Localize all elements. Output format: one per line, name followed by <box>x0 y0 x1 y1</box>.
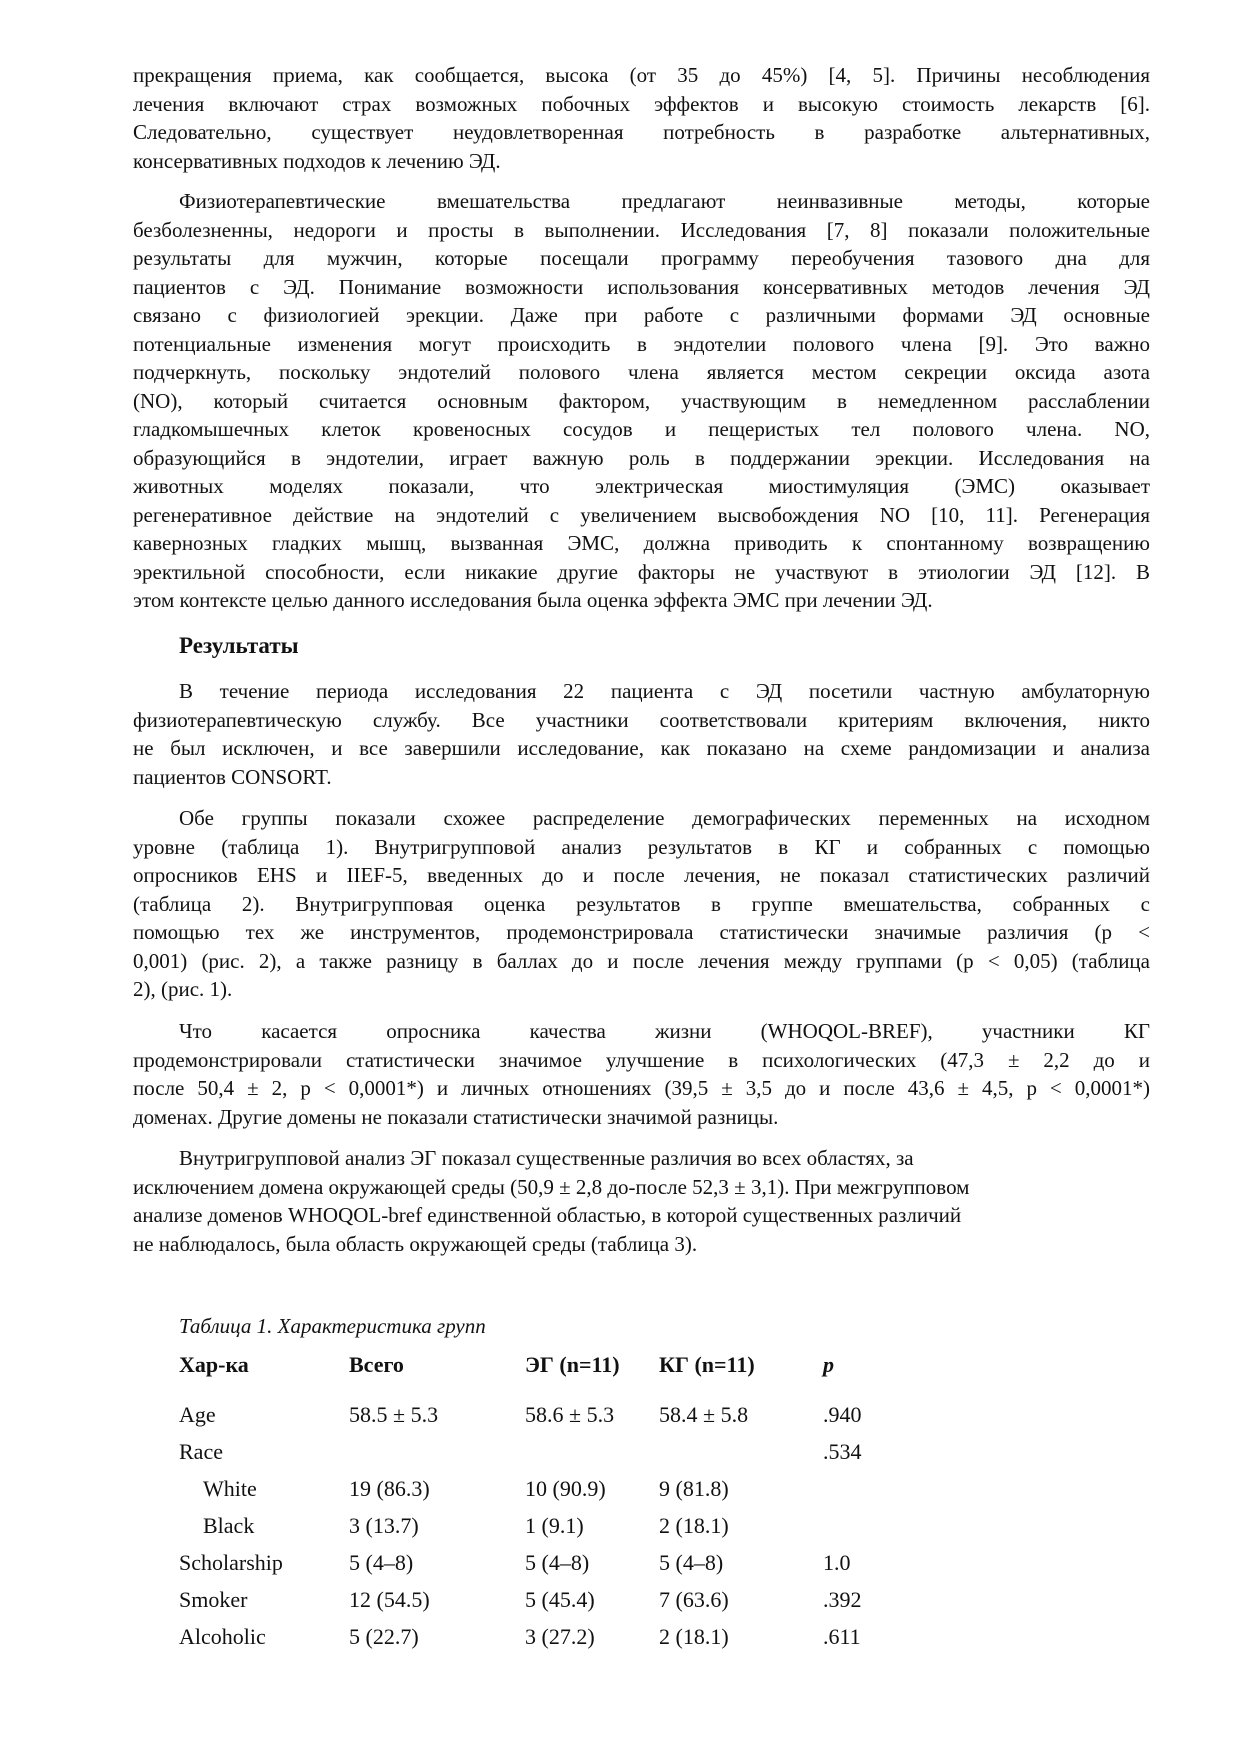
text-line: исключением домена окружающей среды (50,9 ± 2,8 до-после 52,3 ± 3,1). При межгрупповом <box>133 1174 970 1199</box>
text-line: Что касается опросника качества жизни (WHOQOL-BREF), участники КГ <box>179 1019 1150 1043</box>
text-line: эректильной способности, если никакие другие факторы не участвуют в этиологии ЭД [12]. В <box>133 559 1150 584</box>
text-line: образующийся в эндотелии, играет важную роль в поддержании эрекции. Исследования на <box>133 445 1150 470</box>
text-line: 2), (рис. 1). <box>133 977 233 1001</box>
text-line: кавернозных гладких мышц, вызванная ЭМС, должна приводить к спонтанному возвращению <box>133 531 1150 555</box>
text-line: В течение периода исследования 22 пациента с ЭД посетили частную амбулаторную <box>179 679 1150 703</box>
table-cell: White <box>203 1476 257 1501</box>
text-line: прекращения приема, как сообщается, высока (от 35 до 45%) [4, 5]. Причины несоблюдения <box>133 63 1150 87</box>
text-line: Обе группы показали схожее распределение демографических переменных на исходном <box>179 806 1150 830</box>
header-p: p <box>823 1352 834 1377</box>
text-line: подчеркнуть, поскольку эндотелий полового члена является местом секреции оксида азота <box>133 360 1150 384</box>
table-cell: 19 (86.3) <box>349 1476 430 1501</box>
table-cell: 2 (18.1) <box>659 1624 729 1649</box>
table-cell: 2 (18.1) <box>659 1513 729 1538</box>
text-line: продемонстрировали статистически значимое улучшение в психологических (47,3 ± 2,2 до и <box>133 1047 1150 1072</box>
paragraph-results-groups <box>133 804 1150 1004</box>
table-cell: 3 (27.2) <box>525 1624 595 1649</box>
table-caption: Таблица 1. Характеристика групп <box>179 1314 486 1338</box>
table-cell: Age <box>179 1402 216 1427</box>
table-cell: 5 (45.4) <box>525 1587 595 1612</box>
paragraph-physiotherapy <box>133 187 1150 615</box>
paragraph-quality-of-life <box>133 1017 1150 1131</box>
text-line: доменах. Другие домены не показали статистически значимой разницы. <box>133 1104 779 1129</box>
table-cell: 58.6 ± 5.3 <box>525 1402 615 1427</box>
text-line: (NO), который считается основным фактором, участвующим в немедленном расслаблении <box>133 388 1150 413</box>
table-cell: .534 <box>823 1439 862 1464</box>
table-cell: .940 <box>823 1402 862 1427</box>
section-heading-results: Результаты <box>179 633 299 658</box>
table-cell: Alcoholic <box>179 1624 266 1649</box>
text-line: результаты для мужчин, которые посещали программу переобучения тазового дна для <box>133 246 1150 270</box>
text-line: безболезненны, недороги и просты в выполнении. Исследования [7, 8] показали положительные <box>133 217 1150 242</box>
table-cell: Smoker <box>179 1587 248 1612</box>
header-eg: ЭГ (n=11) <box>525 1352 620 1377</box>
table-cell: Race <box>179 1439 223 1464</box>
text-line: помощью тех же инструментов, продемонстрировала статистически значимые различия (p < <box>133 920 1150 944</box>
table-cell: 3 (13.7) <box>349 1513 419 1538</box>
text-line: 0,001) (рис. 2), а также разницу в баллах до и после лечения между группами (p < 0,05) (таблица <box>133 948 1150 973</box>
text-line: уровне (таблица 1). Внутригрупповой анализ результатов в КГ и собранных с помощью <box>133 834 1150 859</box>
text-line: пациентов с ЭД. Понимание возможности использования консервативных методов лечения ЭД <box>133 274 1150 299</box>
table-cell: Black <box>203 1513 255 1538</box>
text-line: Следовательно, существует неудовлетворенная потребность в разработке альтернативных, <box>133 120 1150 144</box>
text-line: этом контексте целью данного исследования была оценка эффекта ЭМС при лечении ЭД. <box>133 588 933 612</box>
text-line: Физиотерапевтические вмешательства предлагают неинвазивные методы, которые <box>179 189 1150 213</box>
text-line: после 50,4 ± 2, p < 0,0001*) и личных отношениях (39,5 ± 3,5 до и после 43,6 ± 4,5, p < 0,0001*) <box>133 1076 1150 1100</box>
table-cell: 5 (22.7) <box>349 1624 419 1649</box>
text-line: физиотерапевтическую службу. Все участники соответствовали критериям включения, никто <box>133 707 1150 732</box>
text-line: регенеративное действие на эндотелий с увеличением высвобождения NO [10, 11]. Регенерация <box>133 502 1150 527</box>
table-cell: .392 <box>823 1587 862 1612</box>
table-cell: 58.4 ± 5.8 <box>659 1402 749 1427</box>
table-cell: 5 (4–8) <box>349 1550 414 1575</box>
text-line: гладкомышечных клеток кровеносных сосудов и пещеристых тел полового члена. NO, <box>133 417 1150 441</box>
table-cell: 7 (63.6) <box>659 1587 729 1612</box>
text-line: анализе доменов WHOQOL-bref единственной областью, в которой существенных различий <box>133 1203 962 1227</box>
text-line: не наблюдалось, была область окружающей среды (таблица 3). <box>133 1231 698 1256</box>
table-cell: 58.5 ± 5.3 <box>349 1402 439 1427</box>
header-kg: КГ (n=11) <box>659 1352 755 1377</box>
header-total: Всего <box>349 1352 404 1377</box>
paragraph-intragroup-analysis <box>133 1144 1150 1258</box>
text-line: не был исключен, и все завершили исследование, как показано на схеме рандомизации и анализа <box>133 736 1150 760</box>
table-cell: 10 (90.9) <box>525 1476 606 1501</box>
text-line: лечения включают страх возможных побочных эффектов и высокую стоимость лекарств [6]. <box>133 91 1150 116</box>
text-line: пациентов CONSORT. <box>133 764 332 789</box>
text-line: консервативных подходов к лечению ЭД. <box>133 148 501 173</box>
table-cell: 5 (4–8) <box>659 1550 724 1575</box>
table-cell: 1 (9.1) <box>525 1513 584 1538</box>
table-cell: 1.0 <box>823 1550 851 1575</box>
text-line: опросников EHS и IIEF-5, введенных до и после лечения, не показал статистических различий <box>133 863 1150 887</box>
table-cell: .611 <box>823 1624 861 1649</box>
table-cell: 9 (81.8) <box>659 1476 729 1501</box>
text-line: животных моделях показали, что электрическая миостимуляция (ЭМС) оказывает <box>133 474 1150 498</box>
header-characteristic: Хар-ка <box>179 1352 249 1377</box>
text-line: Внутригрупповой анализ ЭГ показал существенные различия во всех областях, за <box>179 1146 914 1170</box>
table-cell: 5 (4–8) <box>525 1550 590 1575</box>
text-line: связано с физиологией эрекции. Даже при работе с различными формами ЭД основные <box>133 303 1150 327</box>
text-line: потенциальные изменения могут происходить в эндотелии полового члена [9]. Это важно <box>133 331 1150 356</box>
table-cell: Scholarship <box>179 1550 283 1575</box>
table-cell: 12 (54.5) <box>349 1587 430 1612</box>
paragraph-continuation <box>133 61 1150 175</box>
text-line: (таблица 2). Внутригрупповая оценка результатов в группе вмешательства, собранных с <box>133 891 1150 916</box>
paragraph-results-patients <box>133 677 1150 791</box>
